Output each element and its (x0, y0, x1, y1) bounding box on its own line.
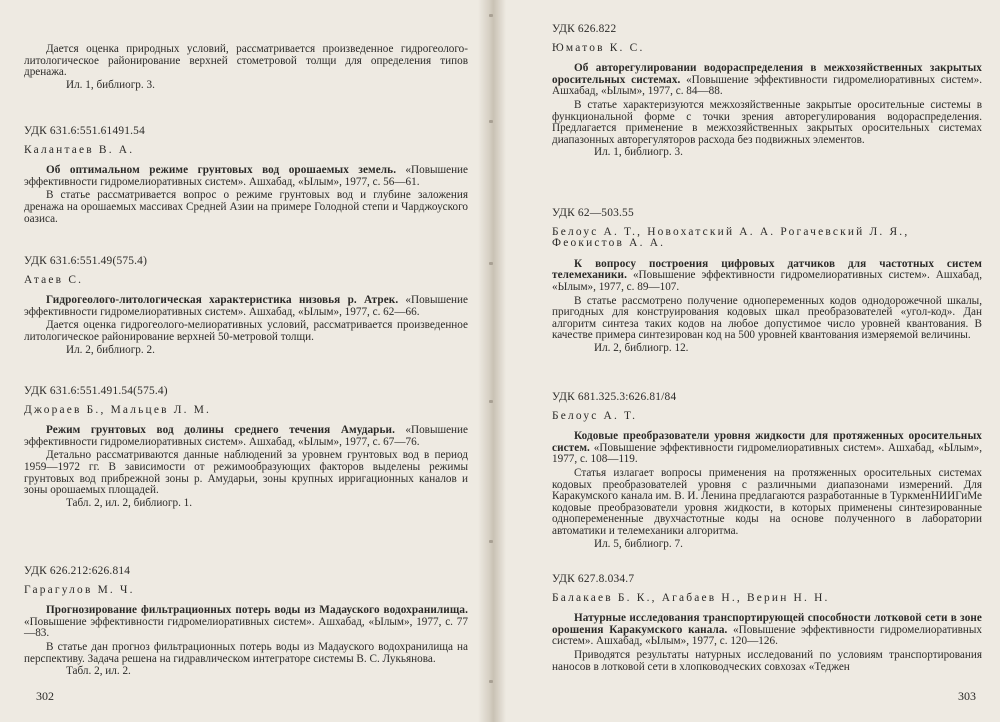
bibliography-entry (24, 386, 468, 509)
bibliography-entry (24, 256, 468, 356)
entry-source: «Повышение эффективности гидромелиоративных систем». Ашхабад, «Ылым», 1977, с. 77—83. (24, 615, 468, 640)
entry-refs: Ил. 5, библиогр. 7. (594, 537, 683, 550)
entry-citation (552, 613, 982, 648)
bibliography-entry (24, 126, 468, 225)
fragment-text: Дается оценка природных условий, рассматривается произведенное гидрогеолого-литологическое районирование верхней стометровой толщи для определения типов дренажа. (24, 43, 468, 79)
entry-authors: Калантаев В. А. (24, 143, 135, 156)
entry-title: Прогнозирование фильтрационных потерь воды из Мадауского водохранилища. (46, 604, 468, 617)
entry-citation (552, 431, 982, 466)
entry-citation (24, 605, 468, 640)
entry-abstract: В статье рассмотрено получение однопеременных кодов однодорожечной шкалы, пригодных для конструирования кодовых шкал преобразователей «угол-код». Дан алгоритм синтеза таких кодов на любое допустимое число уровней квантования. В качестве примера синтезирован код на 500 уровней квантования измеряемой величины. (552, 294, 982, 342)
entry-source: «Повышение эффективности гидромелиоративных систем». Ашхабад, «Ылым», 1977, с. 84—88. (552, 73, 982, 98)
udc-code: УДК 631.6:551.61491.54 (24, 125, 145, 137)
entry-abstract: Детально рассматриваются данные наблюдений за уровнем грунтовых вод в период 1959—1972 гг. В зависимости от режимообразующих факторов выделены режимы грунтовых вод прибрежной зоны р. Амударьи, зоны крупных ирригационных каналов и зоны орошаемых площадей. (24, 449, 468, 497)
udc-code: УДК 626.822 (552, 23, 617, 35)
entry-citation (552, 63, 982, 98)
entry-refs: Табл. 2, ил. 2, библиогр. 1. (66, 496, 193, 509)
left-page (0, 0, 492, 722)
udc-code: УДК 626.212:626.814 (24, 565, 131, 577)
entry-refs: Ил. 2, библиогр. 12. (594, 341, 689, 354)
entry-title: Кодовые преобразователи уровня жидкости для протяженных оросительных систем. (552, 430, 982, 454)
entry-title: Натурные исследования транспортирующей способности лотковой сети в зоне орошения Каракумского канала. (552, 612, 982, 636)
entry-abstract: В статье дан прогноз фильтрационных потерь воды из Мадауского водохранилища на перспективу. Задача решена на гидравлическом интеграторе системы В. С. Лукьянова. (24, 640, 468, 665)
entry-authors: Атаев С. (24, 273, 84, 286)
bibliography-entry (552, 392, 982, 550)
entry-authors: Белоус А. Т., Новохатский А. А. Рогачевский Л. Я., Феокистов А. А. (552, 225, 910, 250)
binding-stitch (489, 120, 493, 123)
entry-title: Об оптимальном режиме грунтовых вод орошаемых земель. (46, 164, 397, 177)
udc-code: УДК 681.325.3:626.81/84 (552, 391, 677, 403)
entry-source: «Повышение эффективности гидромелиоративных систем». Ашхабад, «Ылым», 1977, с. 120—126. (552, 623, 983, 648)
entry-title: Режим грунтовых вод долины среднего течения Амударьи. (46, 424, 395, 437)
bibliography-entry (552, 208, 982, 355)
entry-abstract: Статья излагает вопросы применения на протяженных оросительных системах кодовых преобразователей уровня с различными диапазонами измерений. Для Каракумского канала им. В. И. Ленина предлагаются разработанные в ТуркменНИИГиМе кодовые преобразователи уровня жидкости, в которых применены синтезированные одноперемененные двухчастотные коды на основе полученного в лаборатории автоматики и телемеханики алгоритма. (552, 466, 982, 537)
entry-citation (24, 295, 468, 318)
binding-stitch (489, 262, 493, 265)
entry-refs: Табл. 2, ил. 2. (66, 665, 131, 678)
udc-code: УДК 631.6:551.491.54(575.4) (24, 385, 168, 397)
udc-code: УДК 631.6:551.49(575.4) (24, 255, 148, 267)
entry-abstract: Приводятся результаты натурных исследований по условиям транспортирования наносов в лотковой сети в хлопководческих совхозах «Теджен (552, 648, 982, 673)
entry-source: «Повышение эффективности гидромелиоративных систем». Ашхабад, «Ылым», 1977, с. 62—66. (24, 294, 468, 318)
entry-refs: Ил. 1, библиогр. 3. (594, 146, 683, 159)
bibliography-entry (552, 574, 982, 673)
lead-fragment (24, 42, 468, 91)
entry-source: «Повышение эффективности гидромелиоративных систем». Ашхабад, «Ылым», 1977, с. 108—119. (552, 441, 982, 466)
entry-authors: Балакаев Б. К., Агабаев Н., Верин Н. Н. (552, 591, 830, 604)
entry-abstract: Дается оценка гидрогеолого-мелиоративных условий, рассматривается произведенное литологическое районирование верхней 50-метровой толщи. (24, 319, 468, 343)
entry-authors: Юматов К. С. (552, 41, 645, 54)
binding-stitch (489, 400, 493, 403)
right-page (492, 0, 1000, 722)
entry-citation (24, 165, 468, 188)
entry-abstract: В статье рассматривается вопрос о режиме грунтовых вод и глубине заложения дренажа на орошаемых массивах Средней Азии на примере Голодной степи и Чарджоуского оазиса. (24, 189, 468, 225)
bibliography-entry (552, 24, 982, 159)
entry-citation (24, 425, 468, 448)
binding-stitch (489, 14, 493, 17)
entry-abstract: В статье характеризуются межхозяйственные закрытые оросительные системы в функциональной форме с точки зрения авторегулирования водораспределения. Предлагается применение в межхозяйственных закрытых оросительных системах диапазонных авторегуляторов расхода без подвижных элементов. (552, 98, 982, 146)
entry-source: «Повышение эффективности гидромелиоративных систем». Ашхабад, «Ылым», 1977, с. 56—61. (24, 164, 469, 188)
bibliography-entry (24, 566, 468, 678)
entry-source: «Повышение эффективности гидромелиоративных систем». Ашхабад, «Ылым», 1977, с. 67—76. (24, 424, 468, 448)
entry-title: Об авторегулировании водораспределения в межхозяйственных закрытых оросительных системах. (552, 62, 982, 86)
fragment-refs: Ил. 1, библиогр. 3. (66, 78, 155, 91)
page-number: 303 (958, 689, 976, 703)
entry-title: К вопросу построения цифровых датчиков для частотных систем телемеханики. (552, 257, 982, 282)
entry-authors: Белоус А. Т. (552, 409, 638, 422)
entry-source: «Повышение эффективности гидромелиоративных систем». Ашхабад, «Ылым», 1977, с. 89—107. (552, 269, 983, 293)
entry-authors: Гарагулов М. Ч. (24, 583, 135, 596)
udc-code: УДК 62—503.55 (552, 207, 634, 219)
binding-stitch (489, 540, 493, 543)
book-spine (478, 0, 506, 722)
binding-stitch (489, 680, 493, 683)
entry-refs: Ил. 2, библиогр. 2. (66, 343, 155, 356)
entry-citation (552, 259, 982, 294)
entry-title: Гидрогеолого-литологическая характеристика низовья р. Атрек. (46, 294, 399, 307)
entry-authors: Джораев Б., Мальцев Л. М. (24, 403, 212, 416)
udc-code: УДК 627.8.034.7 (552, 573, 635, 585)
page-number: 302 (36, 689, 54, 703)
